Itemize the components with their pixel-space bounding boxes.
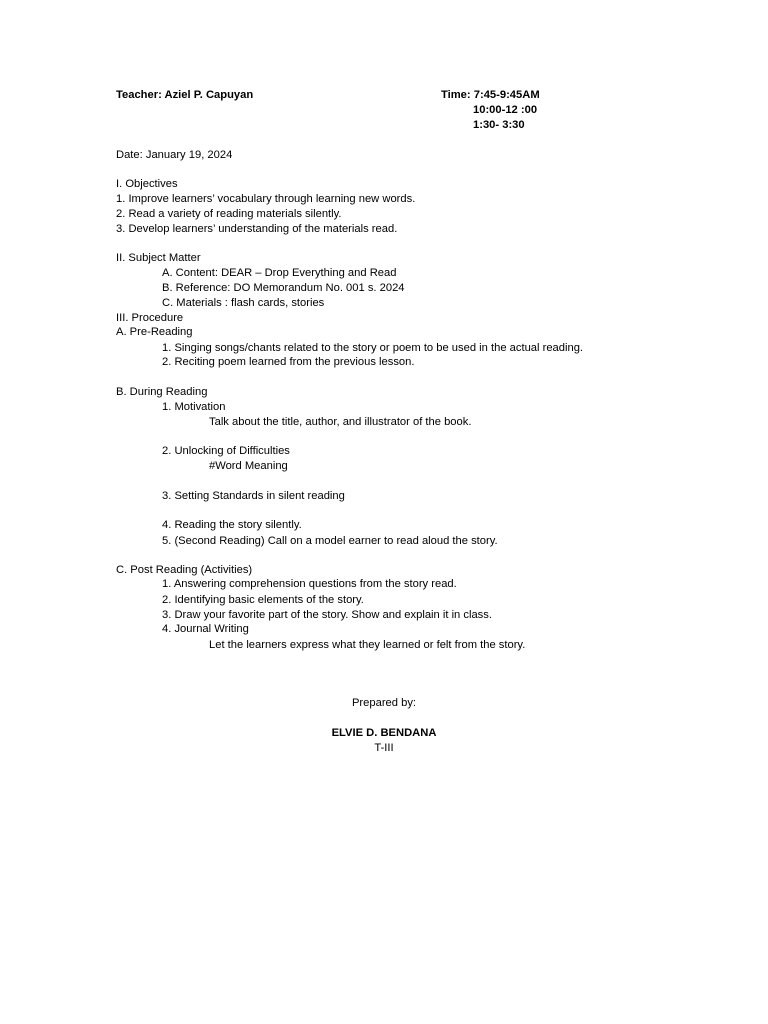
second-reading-item: 5. (Second Reading) Call on a model earner to read aloud the story.: [162, 535, 498, 547]
post-reading-item: 2. Identifying basic elements of the story.: [162, 594, 364, 606]
time-slot-3: 1:30- 3:30: [473, 119, 525, 131]
date-line: Date: January 19, 2024: [116, 149, 233, 161]
preparer-name: ELVIE D. BENDANA: [331, 727, 437, 739]
objective-item: 2. Read a variety of reading materials silently.: [116, 208, 342, 220]
pre-reading-item: 2. Reciting poem learned from the previous lesson.: [162, 356, 415, 368]
standards-item: 3. Setting Standards in silent reading: [162, 490, 345, 502]
pre-reading-heading: A. Pre-Reading: [116, 326, 193, 338]
post-reading-item: 3. Draw your favorite part of the story. Show and explain it in class.: [162, 609, 492, 621]
time-slot-1: Time: 7:45-9:45AM: [441, 89, 540, 101]
objectives-heading: I. Objectives: [116, 178, 178, 190]
pre-reading-item: 1. Singing songs/chants related to the story or poem to be used in the actual reading.: [162, 342, 584, 354]
time-slot-2: 10:00-12 :00: [473, 104, 538, 116]
subject-matter-item: C. Materials : flash cards, stories: [162, 297, 325, 309]
motivation-item: 1. Motivation: [162, 401, 226, 413]
prepared-by-label: Prepared by:: [351, 697, 417, 709]
post-reading-item: 1. Answering comprehension questions from the story read.: [162, 578, 457, 590]
preparer-position: T-III: [374, 742, 394, 754]
subject-matter-item: A. Content: DEAR – Drop Everything and Read: [162, 267, 397, 279]
teacher-name: Teacher: Aziel P. Capuyan: [116, 89, 254, 101]
objective-item: 1. Improve learners’ vocabulary through learning new words.: [116, 193, 416, 205]
subject-matter-item: B. Reference: DO Memorandum No. 001 s. 2024: [162, 282, 405, 294]
during-reading-heading: B. During Reading: [116, 386, 208, 398]
unlocking-item: 2. Unlocking of Difficulties: [162, 445, 290, 457]
motivation-detail: Talk about the title, author, and illustrator of the book.: [209, 416, 472, 428]
procedure-heading: III. Procedure: [116, 312, 184, 324]
objective-item: 3. Develop learners’ understanding of the materials read.: [116, 223, 398, 235]
journal-detail: Let the learners express what they learned or felt from the story.: [209, 639, 526, 651]
reading-silently-item: 4. Reading the story silently.: [162, 519, 302, 531]
unlocking-detail: #Word Meaning: [209, 460, 288, 472]
subject-matter-heading: II. Subject Matter: [116, 252, 201, 264]
post-reading-item: 4. Journal Writing: [162, 623, 249, 635]
post-reading-heading: C. Post Reading (Activities): [116, 564, 253, 576]
